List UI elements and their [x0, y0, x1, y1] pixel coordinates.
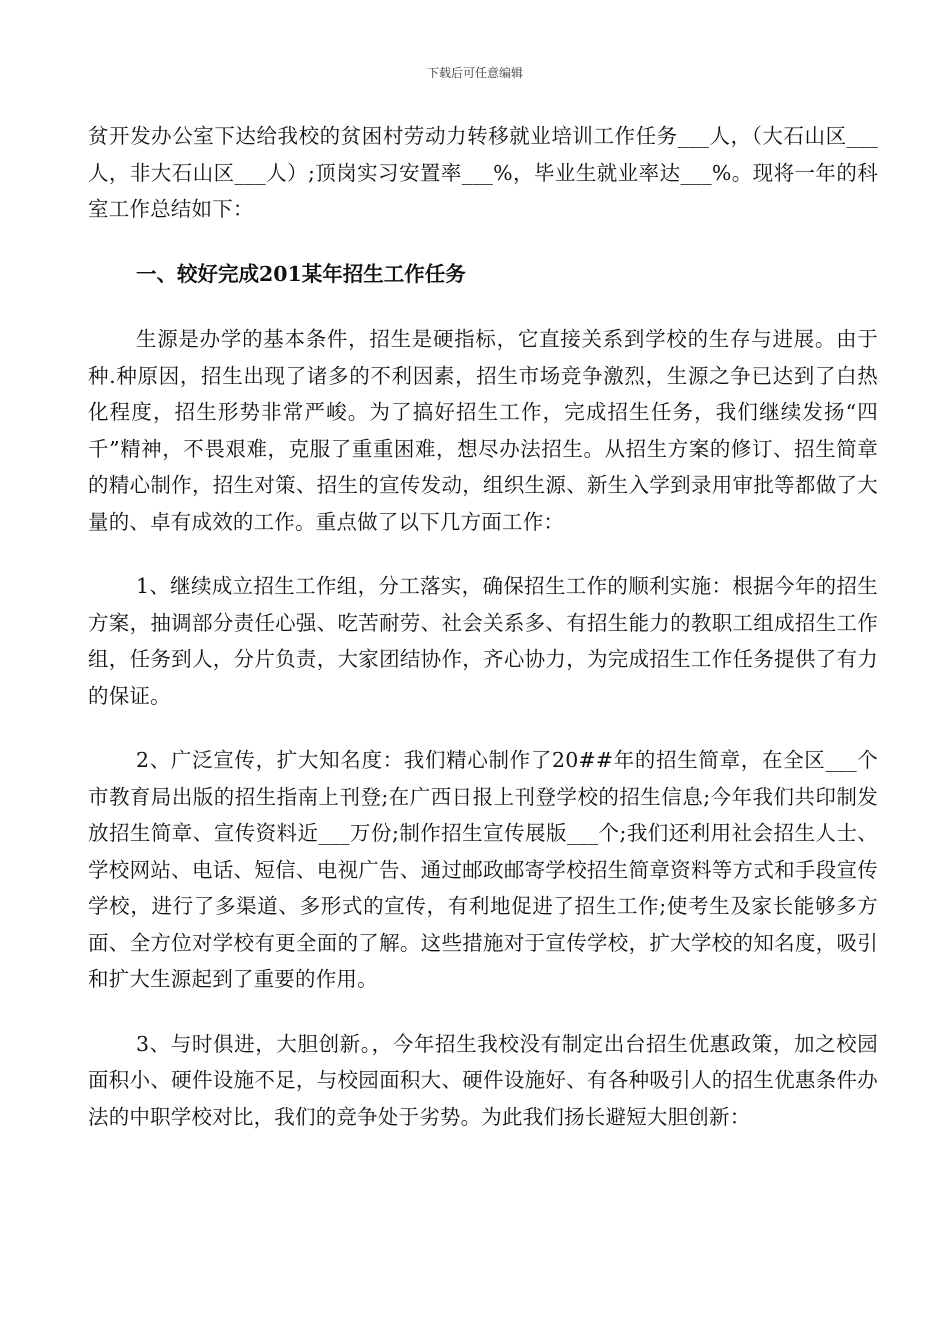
intro-paragraph: 贫开发办公室下达给我校的贫困村劳动力转移就业培训工作任务___人，（大石山区___人，非大石山区___人）;顶岗实习安置率___%，毕业生就业率达___%。现将一年的科室工作总结如下：: [88, 124, 878, 221]
list-item-3: 3、与时俱进，大胆创新。，今年招生我校没有制定出台招生优惠政策，加之校园面积小、硬件设施不足，与校园面积大、硬件设施好、有各种吸引人的招生优惠条件办法的中职学校对比，我们的竞争处于劣势。为此我们扬长避短大胆创新：: [88, 1031, 878, 1129]
page-header-note: 下载后可任意编辑: [426, 66, 523, 80]
list-item-2: 2、广泛宣传，扩大知名度：我们精心制作了20##年的招生简章，在全区___个市教育局出版的招生指南上刊登;在广西日报上刊登学校的招生信息;今年我们共印制发放招生简章、宣传资料近___万份;制作招生宣传展版___个;我们还利用社会招生人士、学校网站、电话、短信、电视广告、通过邮政邮寄学校招生简章资料等方式和手段宣传学校，进行了多渠道、多形式的宣传，有利地促进了招生工作;使考生及家长能够多方面、全方位对学校有更全面的了解。这些措施对于宣传学校，扩大学校的知名度，吸引和扩大生源起到了重要的作用。: [88, 748, 878, 991]
list-item-1: 1、继续成立招生工作组，分工落实，确保招生工作的顺利实施：根据今年的招生方案，抽调部分责任心强、吃苦耐劳、社会关系多、有招生能力的教职工组成招生工作组，任务到人，分片负责，大家团结协作，齐心协力，为完成招生工作任务提供了有力的保证。: [88, 574, 878, 708]
section-paragraph: 生源是办学的基本条件，招生是硬指标，它直接关系到学校的生存与进展。由于种.种原因，招生出现了诸多的不利因素，招生市场竞争激烈，生源之争已达到了白热化程度，招生形势非常严峻。为了搞好招生工作，完成招生任务，我们继续发扬“四千”精神，不畏艰难，克服了重重困难，想尽办法招生。从招生方案的修订、招生简章的精心制作，招生对策、招生的宣传发动，组织生源、新生入学到录用审批等都做了大量的、卓有成效的工作。重点做了以下几方面工作：: [88, 327, 878, 534]
document-body: [88, 118, 878, 1163]
section-heading: 一、较好完成201某年招生工作任务: [136, 261, 466, 286]
